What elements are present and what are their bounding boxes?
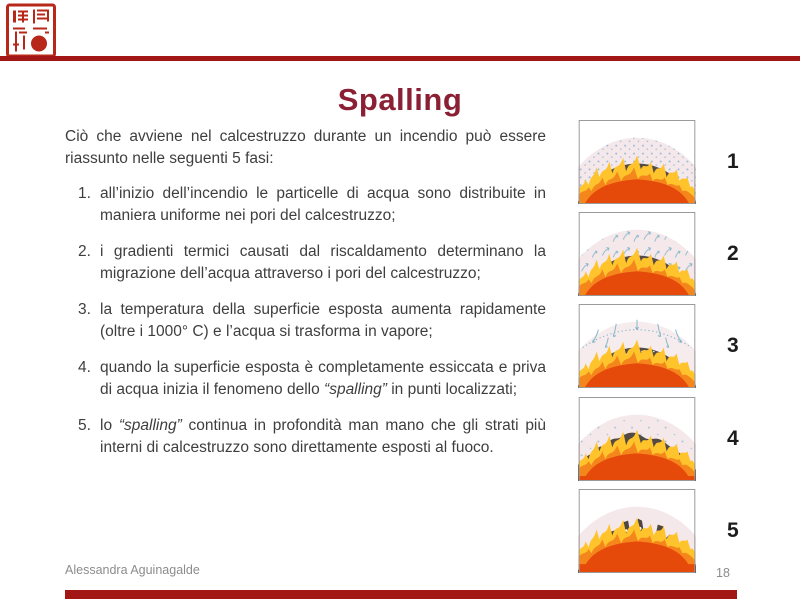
phase-number: 5. bbox=[78, 417, 91, 434]
stage-2-figure bbox=[578, 212, 696, 296]
phase-text: all’inizio dell’incendio le particelle di acqua sono distribuite in maniera uniforme nei pori del calcestruzzo; bbox=[100, 185, 546, 224]
phase-item-3 bbox=[65, 299, 546, 342]
stage-5-figure bbox=[578, 489, 696, 573]
body-content bbox=[65, 126, 546, 473]
phase-item-2 bbox=[65, 241, 546, 284]
figure-row-5 bbox=[578, 489, 747, 573]
page-number: 18 bbox=[716, 566, 730, 580]
footer-author: Alessandra Aguinagalde bbox=[65, 563, 200, 577]
figure-label: 5 bbox=[727, 519, 739, 542]
intro-paragraph: Ciò che avviene nel calcestruzzo durante un incendio può essere riassunto nelle seguenti 5 fasi: bbox=[65, 128, 546, 167]
figure-row-4 bbox=[578, 397, 747, 481]
figure-row-3 bbox=[578, 304, 747, 388]
phase-text: la temperatura della superficie esposta aumenta rapidamente (oltre i 1000° C) e l’acqua si trasforma in vapore; bbox=[100, 301, 546, 340]
phase-number: 3. bbox=[78, 301, 91, 318]
header-rule bbox=[0, 56, 800, 61]
figure-row-1 bbox=[578, 120, 747, 204]
slide-title: Spalling bbox=[337, 82, 463, 117]
stage-3-figure bbox=[578, 304, 696, 388]
phase-number: 4. bbox=[78, 359, 91, 376]
phase-item-1 bbox=[65, 183, 546, 226]
figure-row-2 bbox=[578, 212, 747, 296]
phase-text: i gradienti termici causati dal riscaldamento determinano la migrazione dell’acqua attraverso i pori del calcestruzzo; bbox=[100, 243, 546, 282]
phase-item-4 bbox=[65, 357, 546, 400]
stage-4-figure bbox=[578, 397, 696, 481]
figure-label: 2 bbox=[727, 242, 739, 265]
footer-rule bbox=[65, 590, 737, 599]
figure-label: 3 bbox=[727, 334, 739, 357]
phase-text: lo “spalling” continua in profondità man mano che gli strati più interni di calcestruzzo sono direttamente esposti al fuoco. bbox=[100, 417, 546, 456]
phase-text: quando la superficie esposta è completamente essiccata e priva di acqua inizia il fenomeno dello “spalling” in punti localizzati; bbox=[100, 359, 546, 398]
phase-item-5 bbox=[65, 415, 546, 458]
figure-label: 1 bbox=[727, 150, 739, 173]
chinese-seal-stamp-icon bbox=[6, 3, 56, 58]
phase-number: 1. bbox=[78, 185, 91, 202]
figure-label: 4 bbox=[727, 427, 739, 450]
phase-number: 2. bbox=[78, 243, 91, 260]
phase-list bbox=[65, 183, 546, 458]
stage-1-figure bbox=[578, 120, 696, 204]
